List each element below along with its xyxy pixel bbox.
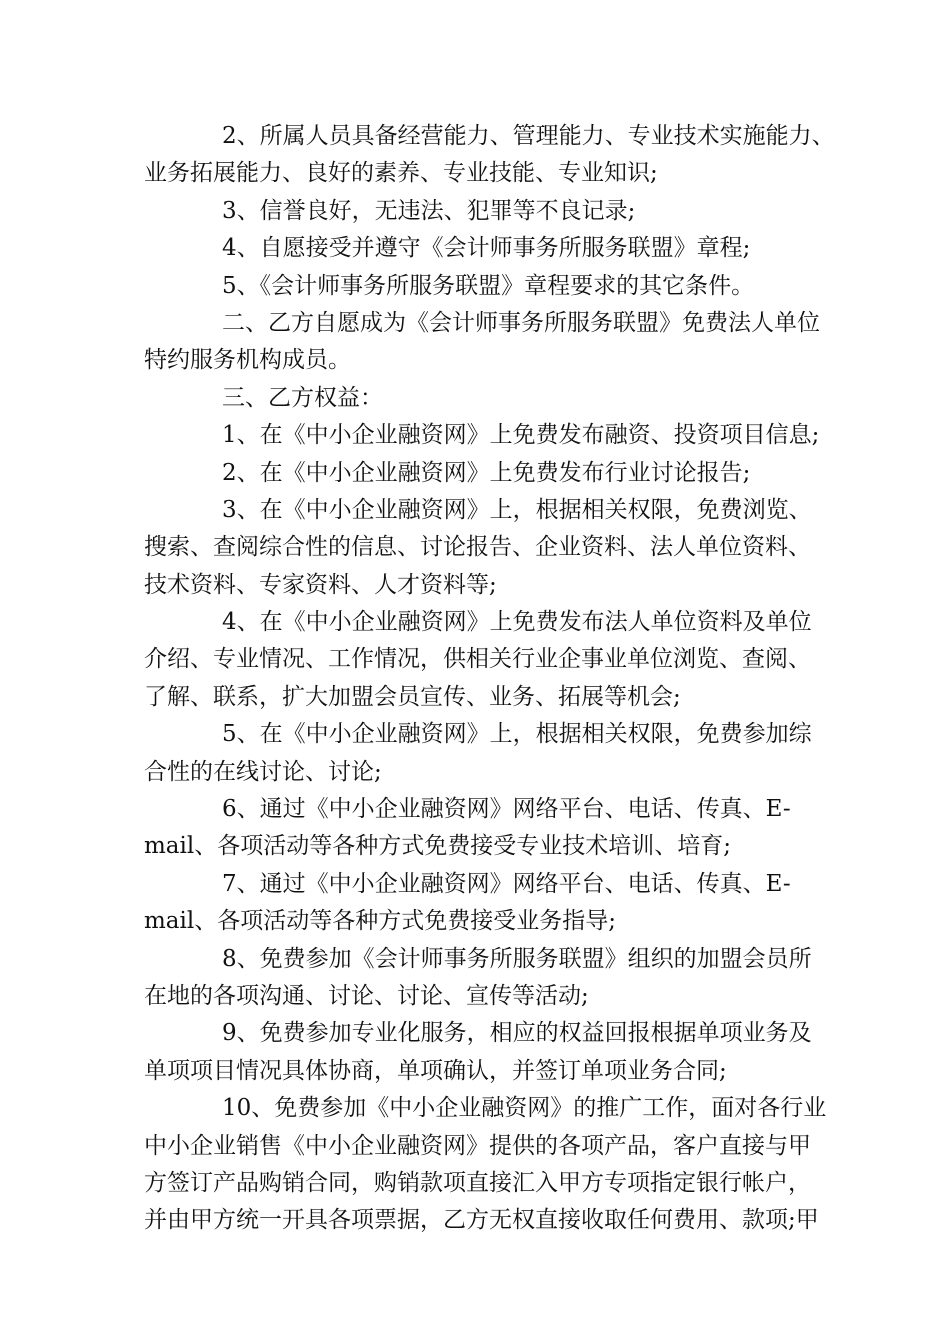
text-line: 特约服务机构成员。 xyxy=(144,347,351,374)
text-line: 技术资料、专家资料、人才资料等; xyxy=(144,571,497,598)
text-line: 3、在《中小企业融资网》上，根据相关权限，免费浏览、 xyxy=(222,496,812,523)
text-line: 在地的各项沟通、讨论、讨论、宣传等活动; xyxy=(144,982,589,1009)
text-line: 介绍、专业情况、工作情况，供相关行业企事业单位浏览、查阅、 xyxy=(144,646,811,673)
text-line: 5、在《中小企业融资网》上，根据相关权限，免费参加综 xyxy=(222,721,812,748)
text-line: 并由甲方统一开具各项票据，乙方无权直接收取任何费用、款项;甲 xyxy=(144,1207,819,1234)
text-line: 业务拓展能力、良好的素养、专业技能、专业知识; xyxy=(144,160,658,187)
text-line: 2、在《中小企业融资网》上免费发布行业讨论报告; xyxy=(222,459,751,486)
text-line: 合性的在线讨论、讨论; xyxy=(144,758,382,785)
text-line: 4、在《中小企业融资网》上免费发布法人单位资料及单位 xyxy=(222,609,812,636)
text-line: mail、各项活动等各种方式免费接受业务指导; xyxy=(144,908,616,935)
text-line: 二、乙方自愿成为《会计师事务所服务联盟》免费法人单位 xyxy=(222,309,820,336)
text-line: 3、信誉良好，无违法、犯罪等不良记录; xyxy=(222,197,636,224)
text-line: 方签订产品购销合同，购销款项直接汇入甲方专项指定银行帐户， xyxy=(144,1169,811,1196)
text-line: 三、乙方权益： xyxy=(222,384,383,411)
text-line: 搜索、查阅综合性的信息、讨论报告、企业资料、法人单位资料、 xyxy=(144,534,811,561)
text-line: mail、各项活动等各种方式免费接受专业技术培训、培育; xyxy=(144,833,731,860)
text-line: 5、《会计师事务所服务联盟》章程要求的其它条件。 xyxy=(222,272,755,299)
text-line: 8、免费参加《会计师事务所服务联盟》组织的加盟会员所 xyxy=(222,945,812,972)
document-body xyxy=(144,118,835,1240)
text-line: 9、免费参加专业化服务，相应的权益回报根据单项业务及 xyxy=(222,1020,812,1047)
text-line: 4、自愿接受并遵守《会计师事务所服务联盟》章程; xyxy=(222,235,751,262)
text-line: 了解、联系，扩大加盟会员宣传、业务、拓展等机会; xyxy=(144,683,681,710)
text-line: 1、在《中小企业融资网》上免费发布融资、投资项目信息; xyxy=(222,422,820,449)
text-line: 2、所属人员具备经营能力、管理能力、专业技术实施能力、 xyxy=(222,123,835,149)
text-line: 6、通过《中小企业融资网》网络平台、电话、传真、E- xyxy=(222,796,791,823)
text-line: 中小企业销售《中小企业融资网》提供的各项产品，客户直接与甲 xyxy=(144,1132,811,1159)
text-line: 7、通过《中小企业融资网》网络平台、电话、传真、E- xyxy=(222,870,791,897)
text-line: 单项项目情况具体协商，单项确认，并签订单项业务合同; xyxy=(144,1057,727,1084)
text-line: 10、免费参加《中小企业融资网》的推广工作，面对各行业 xyxy=(222,1095,827,1122)
